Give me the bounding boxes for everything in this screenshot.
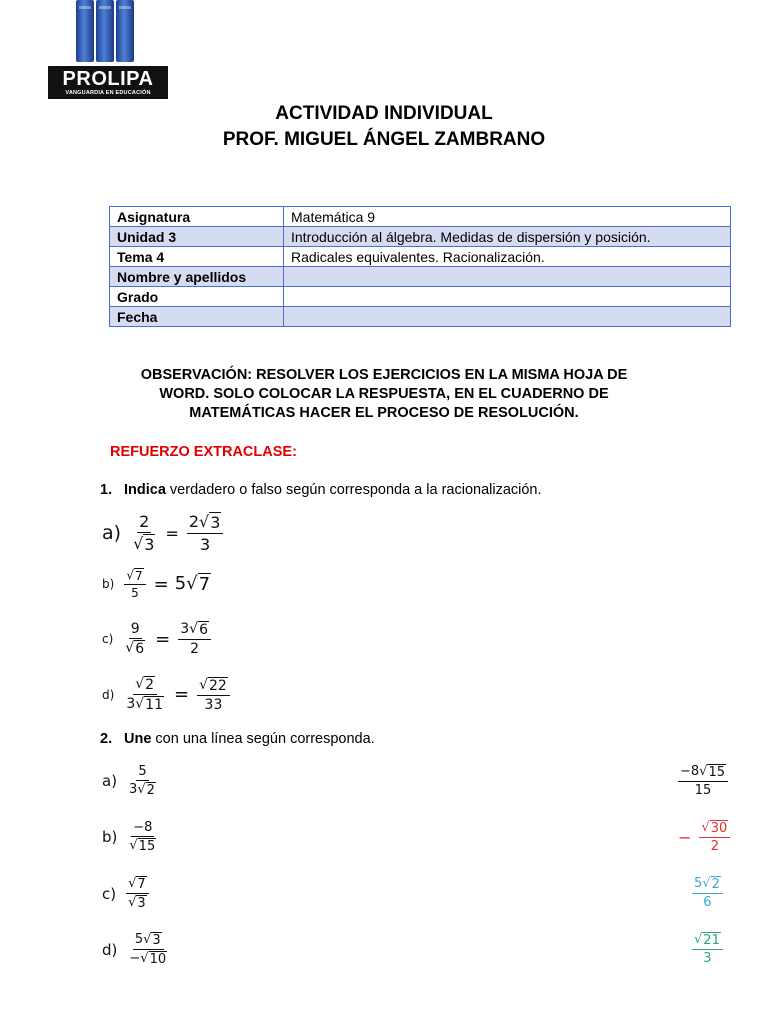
- match-right-2[interactable]: − √ 30 2: [678, 820, 732, 854]
- table-row: [110, 287, 731, 307]
- question-verb: Une: [124, 731, 152, 747]
- table-row: [110, 227, 731, 247]
- grade-field[interactable]: [284, 287, 731, 307]
- match-left-a[interactable]: a) 5 3√ 2: [102, 764, 155, 798]
- row-label: Grado: [110, 287, 284, 307]
- match-right-4[interactable]: √ 21 3: [690, 932, 725, 966]
- exercise-1b: b) √ 7 5 = 5√ 7: [102, 568, 211, 600]
- books-icon: [76, 0, 136, 62]
- question-number: 1.: [100, 482, 113, 498]
- question-text: verdadero o falso según corresponda a la racionalización.: [165, 482, 542, 498]
- table-row: [110, 307, 731, 327]
- match-left-c[interactable]: c) √ 7 √ 3: [102, 876, 151, 911]
- table-row: [110, 247, 731, 267]
- exercise-1c: c) 9 √ 6 = 3√ 6 2: [102, 621, 213, 657]
- brand-name: PROLIPA: [62, 68, 154, 90]
- teacher-name: PROF. MIGUEL ÁNGEL ZAMBRANO: [222, 129, 546, 150]
- observation-line: WORD. SOLO COLOCAR LA RESPUESTA, EN EL CUADERNO DE: [159, 386, 609, 402]
- row-label: Unidad 3: [110, 227, 284, 247]
- brand-tagline: VANGUARDIA EN EDUCACIÓN: [65, 90, 151, 96]
- observation-line: OBSERVACIÓN: RESOLVER LOS EJERCICIOS EN LA MISMA HOJA DE: [140, 367, 628, 383]
- question-number: 2.: [100, 731, 113, 747]
- match-right-3[interactable]: 5√ 2 6: [690, 876, 725, 910]
- question-1: [100, 482, 542, 498]
- table-row: [110, 267, 731, 287]
- exercise-1a: a) 2 √ 3 = 2√ 3 3: [102, 512, 225, 554]
- exercise-1d: d) √ 2 3√ 11 = √ 22 33: [102, 676, 232, 713]
- info-table: [109, 206, 731, 327]
- brand-box: [48, 66, 168, 99]
- table-row: [110, 207, 731, 227]
- row-label: Asignatura: [110, 207, 284, 227]
- observation-note: [100, 366, 668, 423]
- match-left-b[interactable]: b) −8 √ 15: [102, 820, 156, 854]
- row-value[interactable]: Introducción al álgebra. Medidas de dispersión y posición.: [284, 227, 731, 247]
- row-label: Fecha: [110, 307, 284, 327]
- row-value[interactable]: Matemática 9: [284, 207, 731, 227]
- question-text: con una línea según corresponda.: [151, 731, 375, 747]
- row-value[interactable]: Radicales equivalentes. Racionalización.: [284, 247, 731, 267]
- reinforcement-heading: REFUERZO EXTRACLASE:: [110, 444, 297, 460]
- question-verb: Indica: [124, 482, 166, 498]
- match-left-d[interactable]: d) 5√ 3 −√ 10: [102, 932, 167, 967]
- name-field[interactable]: [284, 267, 731, 287]
- observation-line: MATEMÁTICAS HACER EL PROCESO DE RESOLUCIÓN.: [189, 405, 579, 421]
- question-2: [100, 731, 375, 747]
- activity-title: ACTIVIDAD INDIVIDUAL: [275, 103, 493, 124]
- row-label: Nombre y apellidos: [110, 267, 284, 287]
- date-field[interactable]: [284, 307, 731, 327]
- match-right-1[interactable]: −8√ 15 15: [676, 764, 730, 798]
- row-label: Tema 4: [110, 247, 284, 267]
- prolipa-logo: [48, 0, 168, 100]
